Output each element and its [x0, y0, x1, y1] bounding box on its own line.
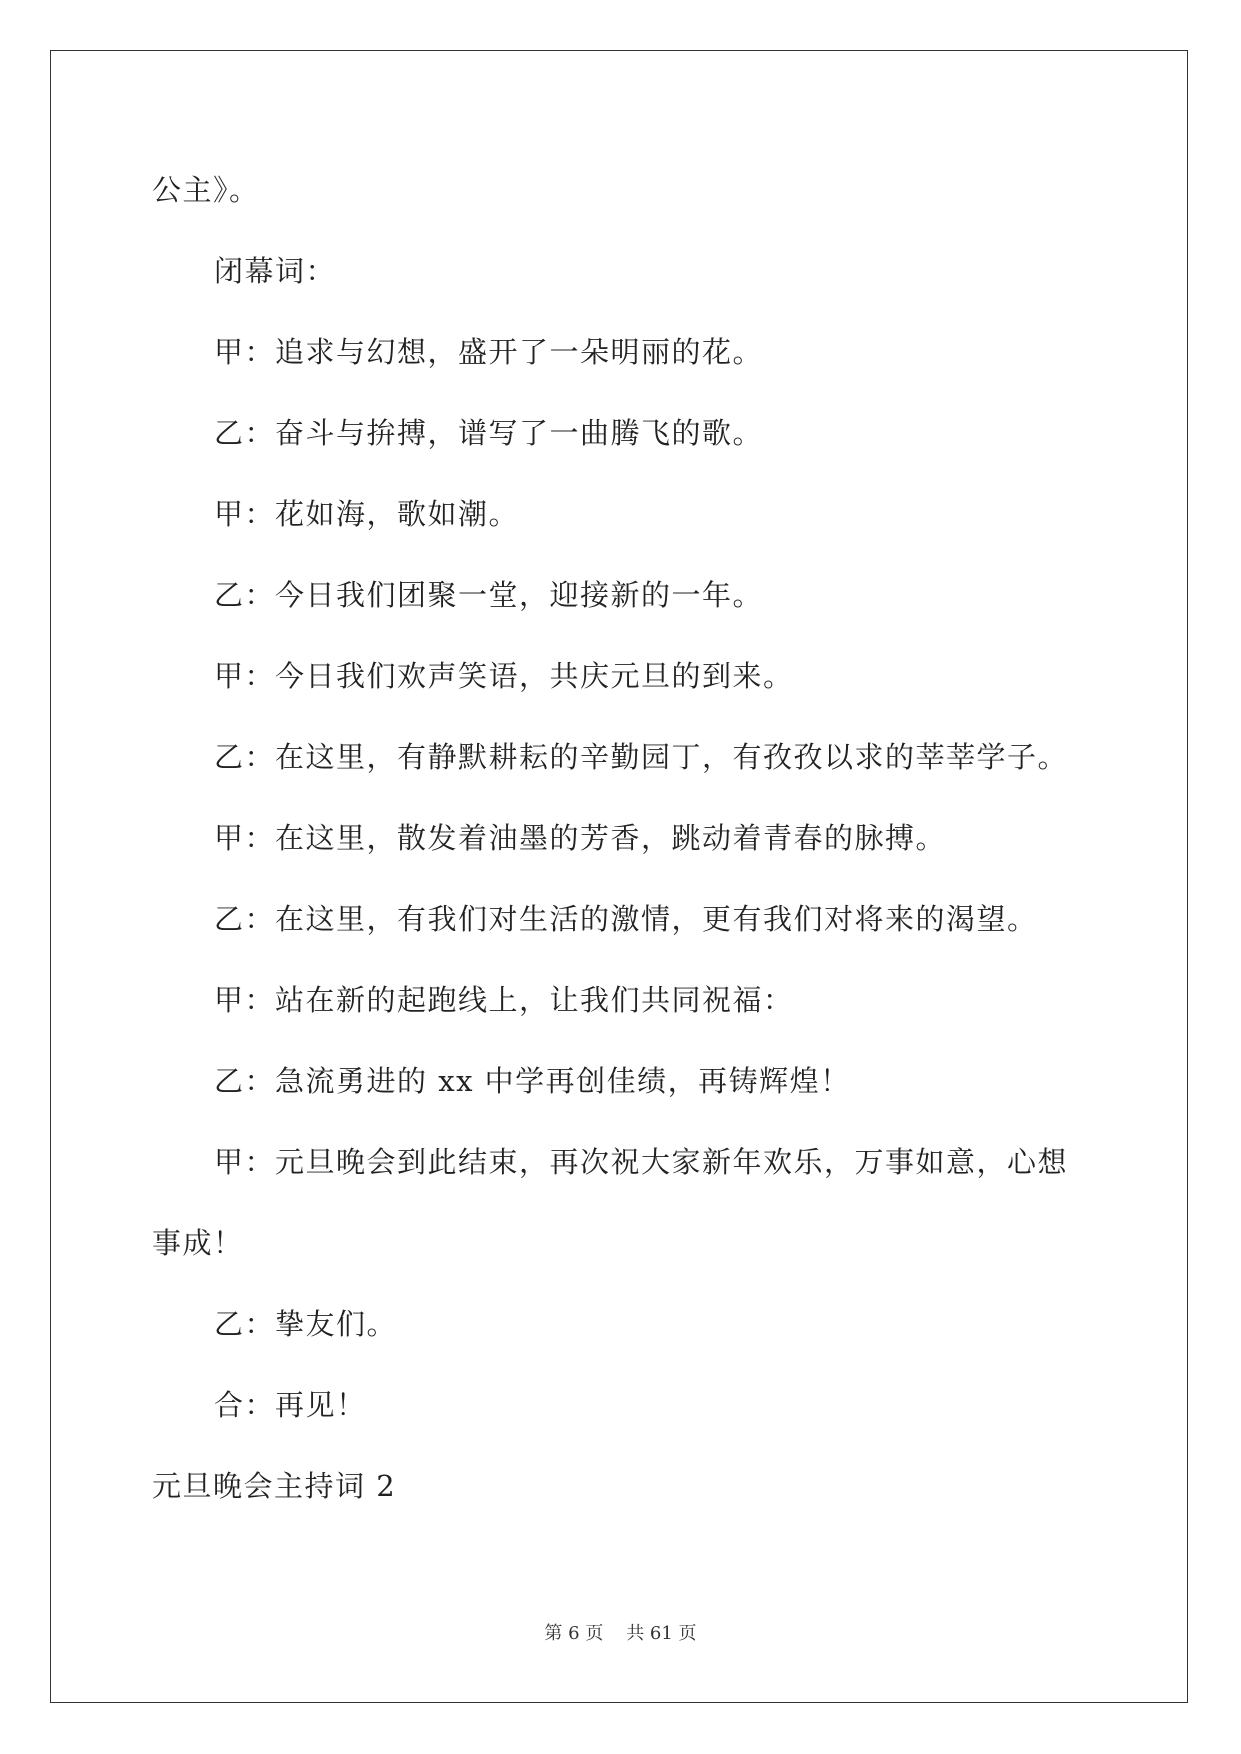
text-line: 乙：急流勇进的 xx 中学再创佳绩，再铸辉煌！ [214, 1064, 851, 1098]
section-heading: 闭幕词： [214, 254, 337, 288]
page-border [50, 50, 1188, 1703]
text-line: 合：再见！ [214, 1388, 367, 1422]
text-line: 乙：奋斗与拚搏，谱写了一曲腾飞的歌。 [214, 416, 764, 450]
text-line: 甲：花如海，歌如潮。 [214, 497, 520, 531]
text-line: 公主》。 [152, 173, 260, 207]
text-line: 乙：今日我们团聚一堂，迎接新的一年。 [214, 578, 764, 612]
text-line: 乙：在这里，有静默耕耘的辛勤园丁，有孜孜以求的莘莘学子。 [214, 740, 1069, 774]
page-number-footer: 第 6 页 共 61 页 [544, 1623, 697, 1644]
text-line: 事成！ [152, 1226, 244, 1260]
text-line: 甲：追求与幻想，盛开了一朵明丽的花。 [214, 335, 764, 369]
text-line: 甲：元旦晚会到此结束，再次祝大家新年欢乐，万事如意，心想 [214, 1145, 1069, 1179]
text-line: 甲：站在新的起跑线上，让我们共同祝福： [214, 983, 794, 1017]
text-line: 甲：今日我们欢声笑语，共庆元旦的到来。 [214, 659, 794, 693]
text-line: 乙：在这里，有我们对生活的激情，更有我们对将来的渴望。 [214, 902, 1038, 936]
section-title: 元旦晚会主持词 2 [152, 1469, 397, 1503]
text-line: 乙：挚友们。 [214, 1307, 398, 1341]
text-line: 甲：在这里，散发着油墨的芳香，跳动着青春的脉搏。 [214, 821, 947, 855]
